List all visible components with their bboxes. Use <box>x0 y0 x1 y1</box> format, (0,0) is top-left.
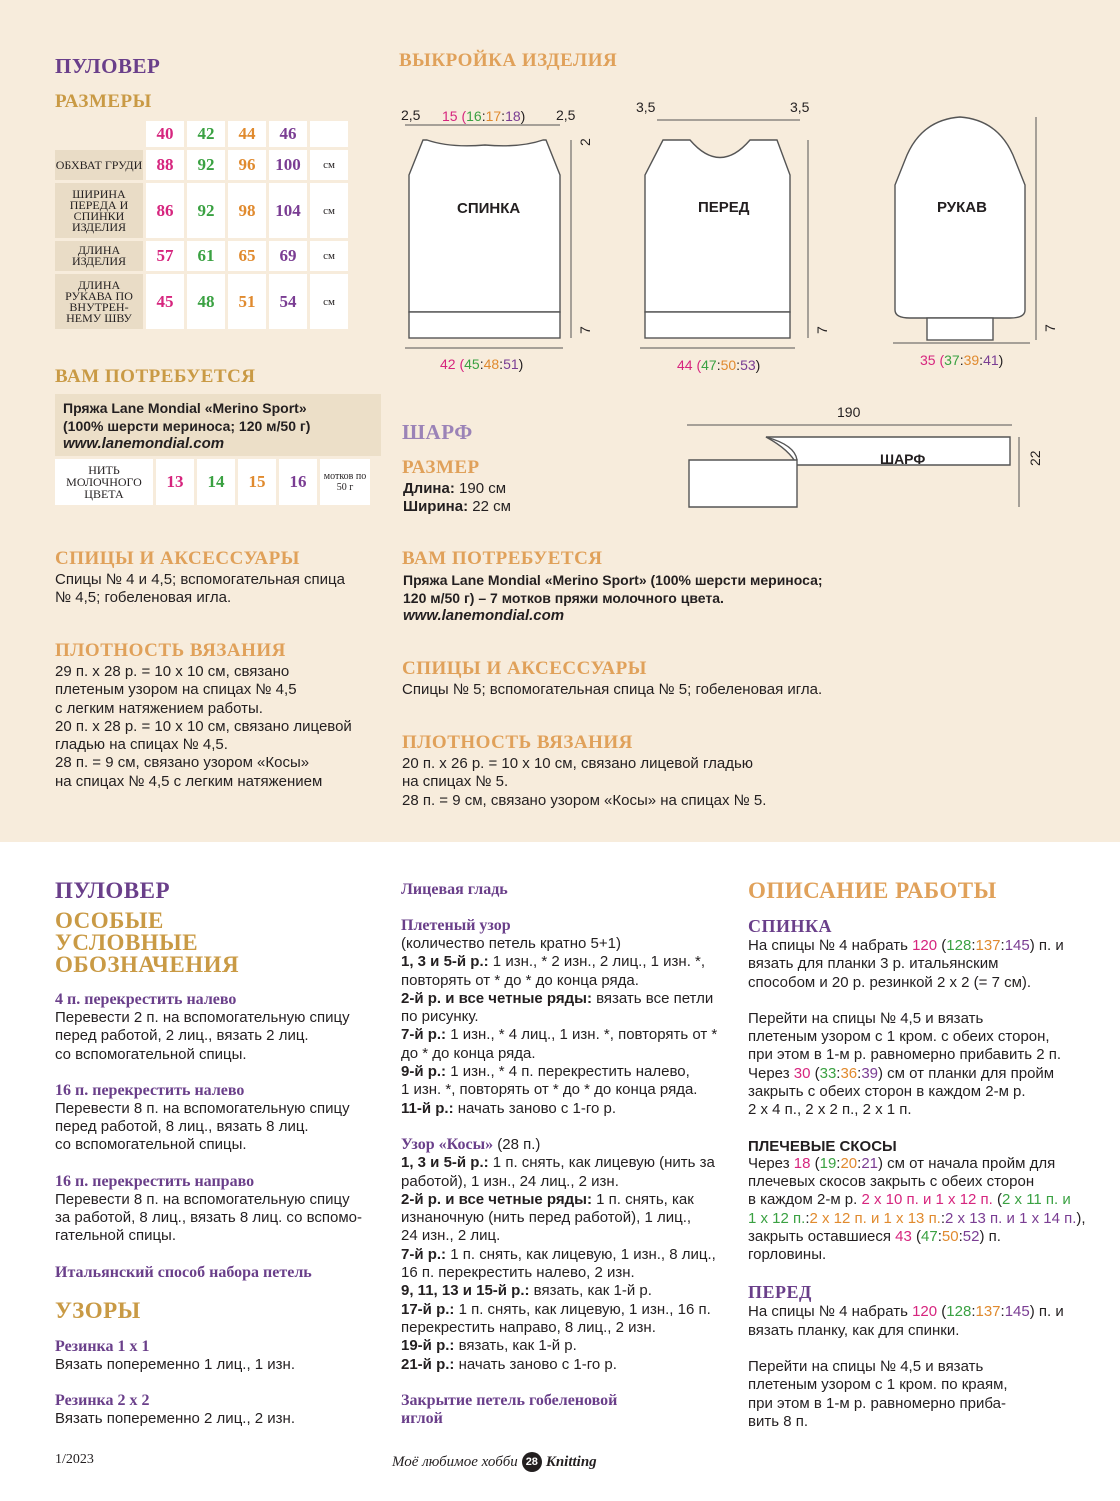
pattern-line: 1, 3 и 5-й р.: 1 изн., * 2 изн., 2 лиц., 1 изн. *, <box>401 953 706 971</box>
back-label: СПИНКА <box>457 200 521 217</box>
scarf-size-title: РАЗМЕР <box>402 457 480 478</box>
dim-scarf-length: 190 <box>837 404 861 420</box>
row-label: ДЛИНА ИЗДЕЛИЯ <box>55 241 143 271</box>
yarn-count: 15 <box>238 459 276 505</box>
gauge-title: ПЛОТНОСТЬ ВЯЗАНИЯ <box>55 640 286 661</box>
pattern-line: 7-й р.: 1 изн., * 4 лиц., 1 изн. *, повторять от * <box>401 1026 718 1044</box>
scarf-size: Длина: 190 см Ширина: 22 см <box>403 480 511 516</box>
scarf-need-title: ВАМ ПОТРЕБУЕТСЯ <box>402 548 603 569</box>
unit: см <box>310 241 348 271</box>
pullover-title: ПУЛОВЕР <box>55 54 161 78</box>
unit: см <box>310 274 348 329</box>
dim-back-left: 2,5 <box>401 107 421 123</box>
cell: 100 <box>269 150 307 180</box>
dim-back-7: 7 <box>577 326 593 334</box>
back-piece <box>409 140 560 312</box>
col3: СПИНКА На спицы № 4 набрать 120 (128:137:145) п. и вязать для планки 3 р. итальянским способом и 20 р. резинкой 2 х 2 (= 7 см). Перейти на спицы № 4,5 и вязать плетеным узором с 1 кром. с обеих сторон, при этом в 1-м р. равномерно прибавить 2 п. Через 30 (33:36:39) см от планки для пройм закрыть с обеих сторон в каждом 2-м р. 2 х 4 п., 2 х 2 п., 2 х 1 п. ПЛЕЧЕВЫЕ СКОСЫ Через 18 (19:20:21) см от начала пройм для плечевых скосов закрыть с обеих сторон в каждом 2-м р. 2 х 10 п. и 1 х 12 п. (2 х 11 п. и 1 х 12 п.:2 х 12 п. и 1 х 13 п.:2 х 13 п. и 1 х 14 п.), закрыть оставшиеся 43 (47:50:52) п. горловины. ПЕРЕД На спицы № 4 набрать 120 (128:137:145) п. и вязать планку, как для спинки. Перейти на спицы № 4,5 и вязать плетеным узором с 1 кром. по краям, при этом в 1-м р. равномерно приба- вить 8 п. <box>748 916 1088 1431</box>
dim-front-right: 3,5 <box>790 99 810 115</box>
scarf-title: ШАРФ <box>402 420 473 444</box>
col1-title: ПУЛОВЕР <box>55 878 170 903</box>
magazine-footer: Моё любимое хобби 28 Knitting <box>392 1452 597 1472</box>
cell: 69 <box>269 241 307 271</box>
cell: 48 <box>187 274 225 329</box>
row-label: ШИРИНА ПЕРЕДА И СПИНКИ ИЗДЕЛИЯ <box>55 183 143 238</box>
sleeve-rib <box>927 318 993 340</box>
sleeve-piece <box>895 117 1025 318</box>
col1-subtitle: ОСОБЫЕ УСЛОВНЫЕ ОБОЗНАЧЕНИЯ <box>55 908 240 977</box>
col2: Лицевая гладь Плетеный узор (количество петель кратно 5+1) 1, 3 и 5-й р.: 1 изн., * 2 изн., 2 лиц., 1 изн. *, повторять от * до * до конца ряда. 2-й р. и все четные ряды: вязать все петли по рисунку. 7-й р.: 1 изн., * 4 лиц., 1 изн. *, повторять от * до * до конца ряда. 9-й р.: 1 изн., * 4 п. перекрестить налево, 1 изн. *, повторять от * до * до конца ряда. 11-й р.: начать заново с 1-го р. Узор «Косы» (28 п.) 1, 3 и 5-й р.: 1 п. снять, как лицевую (нить за работой), 1 изн., 24 лиц., 2 изн. 2-й р. и все четные ряды: 1 п. снять, как изнаночную (нить перед работой), 1 лиц., 24 изн., 2 лиц. 7-й р.: 1 п. снять, как лицевую, 1 изн., 8 лиц., 16 п. перекрестить налево, 2 изн. 9, 11, 13 и 15-й р.: вязать, как 1-й р. 17-й р.: 1 п. снять, как лицевую, 1 изн., 16 п. перекрестить направо, 8 лиц., 2 изн. 19-й р.: вязать, как 1-й р. 21-й р.: начать заново с 1-го р. Закрытие петель гобеленовой иглой <box>401 881 741 1428</box>
yarn-url: www.lanemondial.com <box>63 435 225 452</box>
page-number: 28 <box>522 1452 542 1472</box>
cell: 96 <box>228 150 266 180</box>
pattern-line: перекрестить направо, 8 лиц., 2 изн. <box>401 1318 656 1336</box>
sizes-title: РАЗМЕРЫ <box>55 91 152 112</box>
cell: 104 <box>269 183 307 238</box>
work-title: ОПИСАНИЕ РАБОТЫ <box>748 878 997 903</box>
scarf-needles-text: Спицы № 5; вспомогательная спица № 5; гобеленовая игла. <box>402 681 823 698</box>
patterns-title: УЗОРЫ <box>55 1298 141 1323</box>
pattern-line: 1, 3 и 5-й р.: 1 п. снять, как лицевую (нить за <box>401 1154 715 1172</box>
cell: 92 <box>187 183 225 238</box>
scarf-gauge-text: 20 п. х 26 р. = 10 х 10 см, связано лицевой гладью на спицах № 5. 28 п. = 9 см, связано узором «Косы» на спицах № 5. <box>402 755 767 809</box>
dim-back-right: 2,5 <box>556 107 576 123</box>
yarn-label: НИТЬ МОЛОЧНОГО ЦВЕТА <box>55 459 153 505</box>
scarf-end <box>689 460 797 507</box>
pattern-line: 2-й р. и все четные ряды: вязать все петли <box>401 989 714 1007</box>
yarn-line1: Пряжа Lane Mondial «Merino Sport» <box>63 400 307 416</box>
back-rib <box>409 312 560 338</box>
pattern-line: 11-й р.: начать заново с 1-го р. <box>401 1099 617 1117</box>
size-44: 44 <box>228 121 266 147</box>
dim-front-left: 3,5 <box>636 99 656 115</box>
pattern-line: 19-й р.: вязать, как 1-й р. <box>401 1337 577 1355</box>
pattern-line: 2-й р. и все четные ряды: 1 п. снять, как <box>401 1190 694 1208</box>
pattern-line: до * до конца ряда. <box>401 1044 536 1062</box>
unit: см <box>310 150 348 180</box>
pattern-title: ВЫКРОЙКА ИЗДЕЛИЯ <box>399 50 618 71</box>
cell: 57 <box>146 241 184 271</box>
size-40: 40 <box>146 121 184 147</box>
size-42: 42 <box>187 121 225 147</box>
cell: 98 <box>228 183 266 238</box>
dim-back-bottom: 42 (45:48:51) <box>440 356 524 372</box>
tapestry-head: Закрытие петель гобеленовой иглой <box>401 1391 618 1427</box>
cell: 92 <box>187 150 225 180</box>
gauge-text: 29 п. х 28 р. = 10 х 10 см, связано плетеным узором на спицах № 4,5 с легким натяжением работы. 20 п. х 28 р. = 10 х 10 см, связано лицевой гладью на спицах № 4,5. 28 п. = 9 см, связано узором «Косы» на спицах № 4,5 с легким натяжением <box>55 663 352 790</box>
scarf-needles-title: СПИЦЫ И АКСЕССУАРЫ <box>402 658 647 679</box>
size-46: 46 <box>269 121 307 147</box>
pattern-line: 21-й р.: начать заново с 1-го р. <box>401 1355 617 1373</box>
row-label: ДЛИНА РУКАВА ПО ВНУТРЕН- НЕМУ ШВУ <box>55 274 143 329</box>
cell: 45 <box>146 274 184 329</box>
pattern-line: 9-й р.: 1 изн., * 4 п. перекрестить налево, <box>401 1063 690 1081</box>
pattern-line: 16 п. перекрестить налево, 2 изн. <box>401 1264 635 1282</box>
dim-front-7: 7 <box>814 326 830 334</box>
dim-back-top: 15 (16:17:18) <box>442 108 526 124</box>
cell: 88 <box>146 150 184 180</box>
yarn-count: 14 <box>197 459 235 505</box>
pattern-line: изнаночную (нить перед работой), 1 лиц., <box>401 1209 692 1227</box>
dim-back-2: 2 <box>577 138 593 146</box>
back-text: На спицы № 4 набрать 120 (128:137:145) п. и вязать для планки 3 р. итальянским способом и 20 р. резинкой 2 х 2 (= 7 см). Перейти на спицы № 4,5 и вязать плетеным узором с 1 кром. с обеих сторон, при этом в 1-м р. равномерно прибавить 2 п. Через 30 (33:36:39) см от планки для пройм закрыть с обеих сторон в каждом 2-м р. 2 х 4 п., 2 х 2 п., 2 х 1 п. <box>748 937 1064 1119</box>
dim-front-bottom: 44 (47:50:53) <box>677 357 761 373</box>
front-label: ПЕРЕД <box>698 199 750 216</box>
scarf-label: ШАРФ <box>880 451 926 467</box>
abbrev-list: 4 п. перекрестить налево Перевести 2 п. на вспомогательную спицу перед работой, 2 лиц., вязать 2 лиц. со вспомогательной спицы. 16 п. перекрестить налево Перевести 8 п. на вспомогательную спицу перед работой, 8 лиц., вязать 8 лиц. со вспомогательной спицы. 16 п. перекрестить направо Перевести 8 п. на вспомогательную спицу за работой, 8 лиц., вязать 8 лиц. со вспомо- гательной спицы. Итальянский способ набора петель <box>55 991 362 1281</box>
yarn-count: 16 <box>279 459 317 505</box>
cell: 61 <box>187 241 225 271</box>
dim-scarf-width: 22 <box>1027 450 1043 466</box>
yarn-count: 13 <box>156 459 194 505</box>
kosy-pattern-lines <box>401 1154 741 1374</box>
cell: 54 <box>269 274 307 329</box>
cell: 65 <box>228 241 266 271</box>
braid-pattern-lines <box>401 935 741 1118</box>
needles-text: Спицы № 4 и 4,5; вспомогательная спица № 4,5; гобеленовая игла. <box>55 571 345 607</box>
scarf-gauge-title: ПЛОТНОСТЬ ВЯЗАНИЯ <box>402 732 633 753</box>
cell: 51 <box>228 274 266 329</box>
yarn-line2: (100% шерсти мериноса; 120 м/50 г) <box>63 418 311 434</box>
front-rib <box>645 312 790 338</box>
dim-sleeve-7: 7 <box>1042 324 1058 332</box>
pattern-line: работой), 1 изн., 24 лиц., 2 изн. <box>401 1172 619 1190</box>
unit: см <box>310 183 348 238</box>
pattern-line: (количество петель кратно 5+1) <box>401 935 621 952</box>
pattern-line: 17-й р.: 1 п. снять, как лицевую, 1 изн., 16 п. <box>401 1300 711 1318</box>
dim-sleeve-bottom: 35 (37:39:41) <box>920 352 1004 368</box>
pattern-line: 24 изн., 2 лиц. <box>401 1227 501 1245</box>
pattern-line: по рисунку. <box>401 1008 479 1026</box>
front-piece <box>645 140 790 312</box>
needles-title: СПИЦЫ И АКСЕССУАРЫ <box>55 548 300 569</box>
front-text: На спицы № 4 набрать 120 (128:137:145) п. и вязать планку, как для спинки. Перейти на спицы № 4,5 и вязать плетеным узором с 1 кром. по краям, при этом в 1-м р. равномерно приба- вить 8 п. <box>748 1303 1064 1430</box>
pattern-line: 9, 11, 13 и 15-й р.: вязать, как 1-й р. <box>401 1282 652 1300</box>
yarn-unit: мотков по 50 г <box>320 459 370 505</box>
sleeve-label: РУКАВ <box>937 199 987 216</box>
need-title: ВАМ ПОТРЕБУЕТСЯ <box>55 366 256 387</box>
pattern-line: повторять от * до * до конца ряда. <box>401 971 639 989</box>
pattern-line: 1 изн. *, повторять от * до * до конца ряда. <box>401 1081 698 1099</box>
shoulder-text: Через 18 (19:20:21) см от начала пройм для плечевых скосов закрыть с обеих сторон в каждом 2-м р. 2 х 10 п. и 1 х 12 п. (2 х 11 п. и 1 х 12 п.:2 х 12 п. и 1 х 13 п.:2 х 13 п. и 1 х 14 п.), закрыть оставшиеся 43 (47:50:52) п. горловины. <box>748 1154 1086 1264</box>
row-label: ОБХВАТ ГРУДИ <box>55 150 143 180</box>
scarf-need-text: Пряжа Lane Mondial «Merino Sport» (100% шерсти мериноса; 120 м/50 г) – 7 мотков пряжи молочного цвета. www.lanemondial.com <box>403 572 823 624</box>
rib-patterns: Резинка 1 х 1 Вязать попеременно 1 лиц., 1 изн. Резинка 2 х 2 Вязать попеременно 2 лиц., 2 изн. <box>55 1338 295 1428</box>
cell: 86 <box>146 183 184 238</box>
pattern-line: 7-й р.: 1 п. снять, как лицевую, 1 изн., 8 лиц., <box>401 1245 716 1263</box>
issue-number: 1/2023 <box>55 1452 94 1467</box>
